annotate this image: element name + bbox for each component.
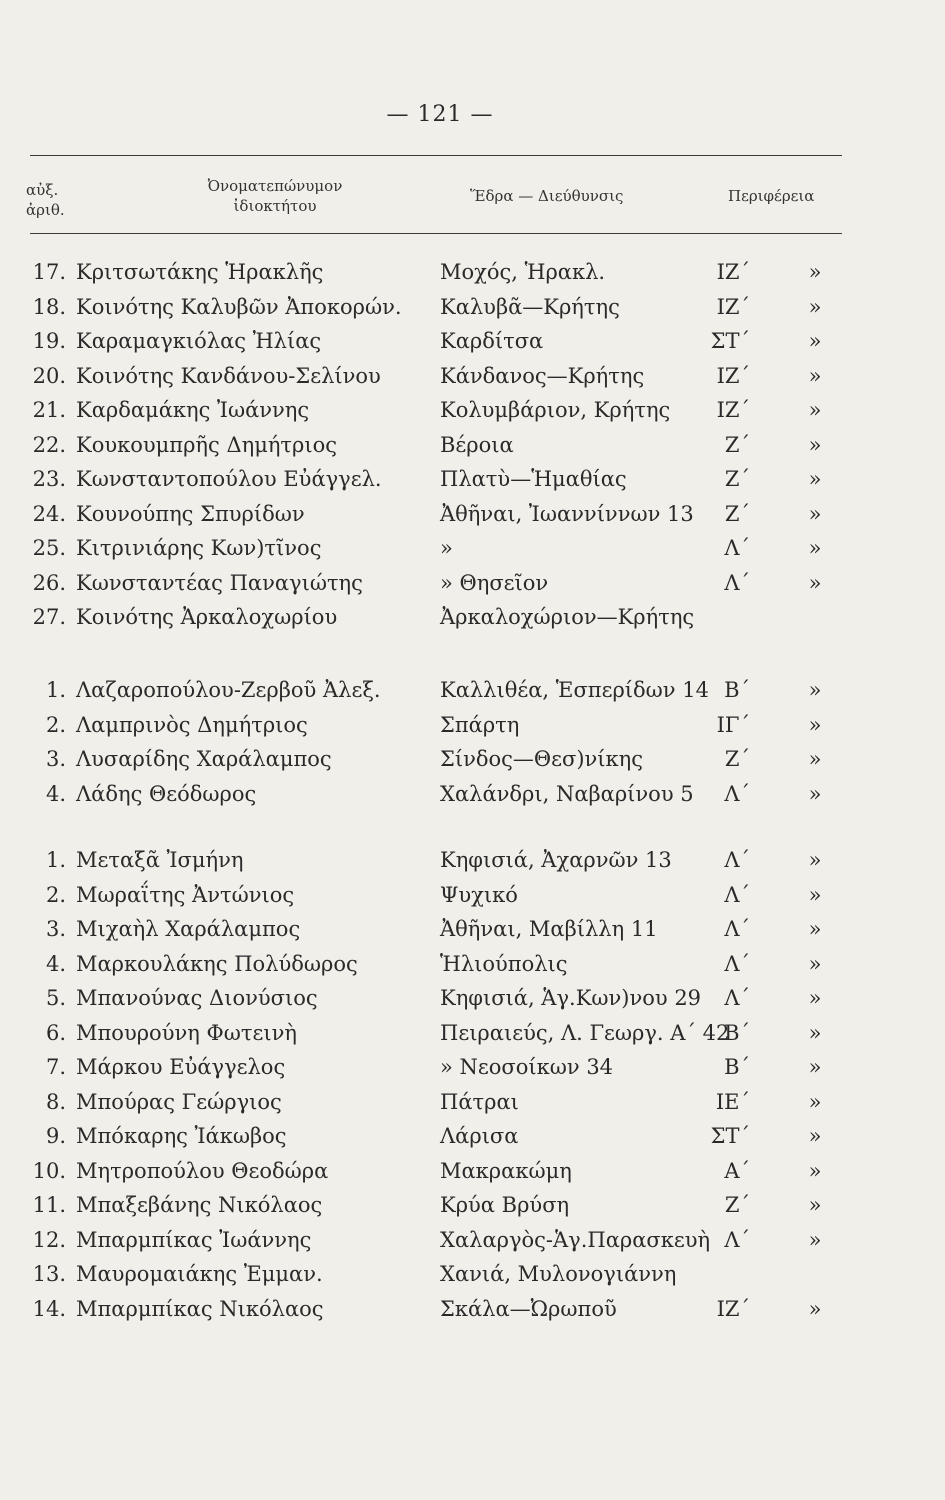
address: Καλλιθέα, Ἑσπερίδων 14: [440, 678, 709, 702]
region: Λ΄: [724, 1227, 750, 1252]
ditto-mark: »: [808, 986, 822, 1010]
ditto-mark: »: [808, 1158, 822, 1183]
row-number: 4.: [45, 781, 66, 806]
region: ΙΖ΄: [716, 398, 750, 422]
row-number: 3.: [45, 747, 66, 771]
address: Χαλαργὸς-Ἁγ.Παρασκευὴ: [440, 1227, 711, 1252]
column-header-number-line2: ἀριθ.: [26, 201, 65, 219]
owner-name: Μπαρμπίκας Νικόλαος: [76, 1296, 324, 1321]
region: ΙΖ΄: [716, 363, 750, 388]
region: Λ΄: [724, 781, 750, 806]
ditto-mark: »: [808, 398, 822, 422]
ditto-mark: »: [808, 1089, 822, 1114]
owner-name: Μπανούνας Διονύσιος: [76, 986, 318, 1010]
table-row: [0, 1155, 945, 1187]
table-row: [0, 879, 945, 911]
owner-name: Λαζαροπούλου-Ζερβοῦ Ἀλεξ.: [76, 678, 381, 702]
owner-name: Κουνούπης Σπυρίδων: [76, 501, 305, 526]
address: »: [440, 536, 453, 560]
table-row: [0, 709, 945, 741]
region: Β΄: [724, 1020, 750, 1045]
address: Βέροια: [440, 432, 514, 457]
ditto-mark: »: [808, 917, 822, 941]
region: Ζ΄: [724, 747, 750, 771]
table-row: [0, 601, 945, 633]
ditto-mark: »: [808, 432, 822, 457]
address: Ἀρκαλοχώριον—Κρήτης: [440, 605, 695, 629]
region: ΙΖ΄: [716, 260, 750, 284]
address: Κηφισιά, Ἁγ.Κων)νου 29: [440, 986, 702, 1010]
address: Κολυμβάριον, Κρήτης: [440, 398, 671, 422]
table-row: [0, 498, 945, 530]
header-rule-top: [30, 155, 842, 156]
region: Λ΄: [724, 951, 750, 976]
table-row: [0, 1051, 945, 1083]
table-row: [0, 394, 945, 426]
owner-name: Κωνσταντοπούλου Εὐάγγελ.: [76, 467, 382, 491]
table-row: [0, 567, 945, 599]
row-number: 9.: [45, 1124, 66, 1148]
ditto-mark: »: [808, 1055, 822, 1079]
owner-name: Μητροπούλου Θεοδώρα: [76, 1158, 329, 1183]
address: » Νεοσοίκων 34: [440, 1055, 614, 1079]
row-number: 8.: [45, 1089, 66, 1114]
owner-name: Μπόκαρης Ἰάκωβος: [76, 1124, 287, 1148]
region: Ζ΄: [724, 501, 750, 526]
table-row: [0, 1293, 945, 1325]
ditto-mark: »: [808, 363, 822, 388]
ditto-mark: »: [808, 1227, 822, 1252]
table-row: [0, 1189, 945, 1221]
table-row: [0, 256, 945, 288]
owner-name: Λυσαρίδης Χαράλαμπος: [76, 747, 332, 771]
owner-name: Κοινότης Καλυβῶν Ἀποκορών.: [76, 294, 402, 319]
row-number: 2.: [45, 712, 66, 737]
region: Ζ΄: [724, 432, 750, 457]
owner-name: Κωνσταντέας Παναγιώτης: [76, 570, 363, 595]
row-number: 25.: [32, 536, 66, 560]
row-number: 7.: [45, 1055, 66, 1079]
row-number: 6.: [45, 1020, 66, 1045]
row-number: 10.: [32, 1158, 66, 1183]
row-number: 12.: [32, 1227, 66, 1252]
address: Ψυχικό: [440, 882, 518, 907]
row-number: 24.: [32, 501, 66, 526]
region: Ζ΄: [724, 467, 750, 491]
table-row: [0, 778, 945, 810]
address: » Θησεῖον: [440, 570, 549, 595]
address: Καλυβᾶ—Κρήτης: [440, 294, 620, 319]
region: Λ΄: [724, 917, 750, 941]
owner-name: Μπαξεβάνης Νικόλαος: [76, 1193, 323, 1217]
address: Σκάλα—Ὠρωποῦ: [440, 1296, 617, 1321]
ditto-mark: »: [808, 570, 822, 595]
owner-name: Μεταξᾶ Ἰσμήνη: [76, 848, 244, 872]
ditto-mark: »: [808, 536, 822, 560]
address: Πειραιεύς, Λ. Γεωργ. Α΄ 42: [440, 1020, 730, 1045]
owner-name: Μωραΐτης Ἀντώνιος: [76, 882, 295, 907]
region: Λ΄: [724, 986, 750, 1010]
ditto-mark: »: [808, 1296, 822, 1321]
address: Μακρακώμη: [440, 1158, 572, 1183]
owner-name: Καρδαμάκης Ἰωάννης: [76, 398, 310, 422]
table-row: [0, 360, 945, 392]
ditto-mark: »: [808, 712, 822, 737]
table-row: [0, 982, 945, 1014]
row-number: 19.: [32, 329, 66, 353]
ditto-mark: »: [808, 1020, 822, 1045]
address: Λάρισα: [440, 1124, 519, 1148]
row-number: 27.: [32, 605, 66, 629]
page-number: — 121 —: [386, 102, 494, 127]
ditto-mark: »: [808, 329, 822, 353]
owner-name: Καραμαγκιόλας Ἠλίας: [76, 329, 322, 353]
owner-name: Κοινότης Ἀρκαλοχωρίου: [76, 605, 338, 629]
owner-name: Μαυρομαιάκης Ἐμμαν.: [76, 1262, 323, 1286]
row-number: 11.: [32, 1193, 66, 1217]
region: Λ΄: [724, 570, 750, 595]
table-row: [0, 429, 945, 461]
address: Κρύα Βρύση: [440, 1193, 570, 1217]
owner-name: Μάρκου Εὐάγγελος: [76, 1055, 286, 1079]
ditto-mark: »: [808, 294, 822, 319]
ditto-mark: »: [808, 1124, 822, 1148]
table-row: [0, 325, 945, 357]
row-number: 22.: [32, 432, 66, 457]
address: Σίνδος—Θεσ)νίκης: [440, 747, 643, 771]
address: Πλατὺ—Ἡμαθίας: [440, 467, 627, 491]
ditto-mark: »: [808, 848, 822, 872]
owner-name: Κοινότης Κανδάνου-Σελίνου: [76, 363, 381, 388]
table-row: [0, 913, 945, 945]
table-row: [0, 291, 945, 323]
table-row: [0, 948, 945, 980]
region: Ζ΄: [724, 1193, 750, 1217]
address: Κηφισιά, Ἀχαρνῶν 13: [440, 848, 672, 872]
column-header-name-line1: Ὀνοματεπώνυμον: [207, 177, 343, 195]
address: Ἀθῆναι, Μαβίλλη 11: [440, 917, 658, 941]
address: Ἀθῆναι, Ἰωαννίννων 13: [440, 501, 694, 526]
owner-name: Κριτσωτάκης Ἡρακλῆς: [76, 260, 324, 284]
address: Μοχός, Ἡρακλ.: [440, 260, 606, 284]
ditto-mark: »: [808, 501, 822, 526]
row-number: 1.: [45, 678, 66, 702]
row-number: 20.: [32, 363, 66, 388]
column-header-number-line1: αὐξ.: [26, 181, 59, 199]
row-number: 14.: [32, 1296, 66, 1321]
table-row: [0, 743, 945, 775]
header-rule-bottom: [30, 233, 842, 234]
address: Ἡλιούπολις: [440, 951, 568, 976]
row-number: 17.: [32, 260, 66, 284]
region: Β΄: [724, 678, 750, 702]
ditto-mark: »: [808, 678, 822, 702]
region: Β΄: [724, 1055, 750, 1079]
column-header-number: [26, 180, 65, 220]
owner-name: Μπουρούνη Φωτεινὴ: [76, 1020, 297, 1045]
row-number: 18.: [32, 294, 66, 319]
owner-name: Μιχαὴλ Χαράλαμπος: [76, 917, 301, 941]
column-header-address: Ἕδρα — Διεύθυνσις: [470, 187, 624, 205]
ditto-mark: »: [808, 747, 822, 771]
owner-name: Μπαρμπίκας Ἰωάννης: [76, 1227, 312, 1252]
table-row: [0, 1086, 945, 1118]
row-number: 26.: [32, 570, 66, 595]
owner-name: Λάδης Θεόδωρος: [76, 781, 257, 806]
region: ΙΖ΄: [716, 294, 750, 319]
ditto-mark: »: [808, 467, 822, 491]
address: Σπάρτη: [440, 712, 520, 737]
ditto-mark: »: [808, 1193, 822, 1217]
ditto-mark: »: [808, 781, 822, 806]
column-header-region: Περιφέρεια: [728, 187, 815, 205]
table-row: [0, 532, 945, 564]
table-row: [0, 1017, 945, 1049]
row-number: 1.: [45, 848, 66, 872]
owner-name: Κιτρινιάρης Κων)τῖνος: [76, 536, 322, 560]
address: Χανιά, Μυλονογιάννη: [440, 1262, 677, 1286]
owner-name: Κουκουμπρῆς Δημήτριος: [76, 432, 338, 457]
ditto-mark: »: [808, 882, 822, 907]
region: ΙΕ΄: [715, 1089, 750, 1114]
owner-name: Μαρκουλάκης Πολύδωρος: [76, 951, 358, 976]
region: Λ΄: [724, 882, 750, 907]
region: ΣΤ΄: [710, 1124, 750, 1148]
address: Πάτραι: [440, 1089, 519, 1114]
row-number: 3.: [45, 917, 66, 941]
row-number: 21.: [32, 398, 66, 422]
region: ΣΤ΄: [710, 329, 750, 353]
table-row: [0, 844, 945, 876]
ditto-mark: »: [808, 260, 822, 284]
region: ΙΖ΄: [716, 1296, 750, 1321]
address: Καρδίτσα: [440, 329, 544, 353]
table-row: [0, 1258, 945, 1290]
region: Λ΄: [724, 536, 750, 560]
region: ΙΓ΄: [716, 712, 750, 737]
owner-name: Λαμπρινὸς Δημήτριος: [76, 712, 308, 737]
row-number: 2.: [45, 882, 66, 907]
column-header-name-line2: ἰδιοκτήτου: [233, 197, 317, 215]
row-number: 23.: [32, 467, 66, 491]
owner-name: Μπούρας Γεώργιος: [76, 1089, 282, 1114]
row-number: 4.: [45, 951, 66, 976]
row-number: 5.: [45, 986, 66, 1010]
region: Λ΄: [724, 848, 750, 872]
table-row: [0, 1224, 945, 1256]
table-row: [0, 463, 945, 495]
table-row: [0, 674, 945, 706]
column-header-name: [175, 176, 375, 216]
table-row: [0, 1120, 945, 1152]
region: Α΄: [724, 1158, 750, 1183]
address: Χαλάνδρι, Ναβαρίνου 5: [440, 781, 694, 806]
row-number: 13.: [32, 1262, 66, 1286]
ditto-mark: »: [808, 951, 822, 976]
address: Κάνδανος—Κρήτης: [440, 363, 645, 388]
